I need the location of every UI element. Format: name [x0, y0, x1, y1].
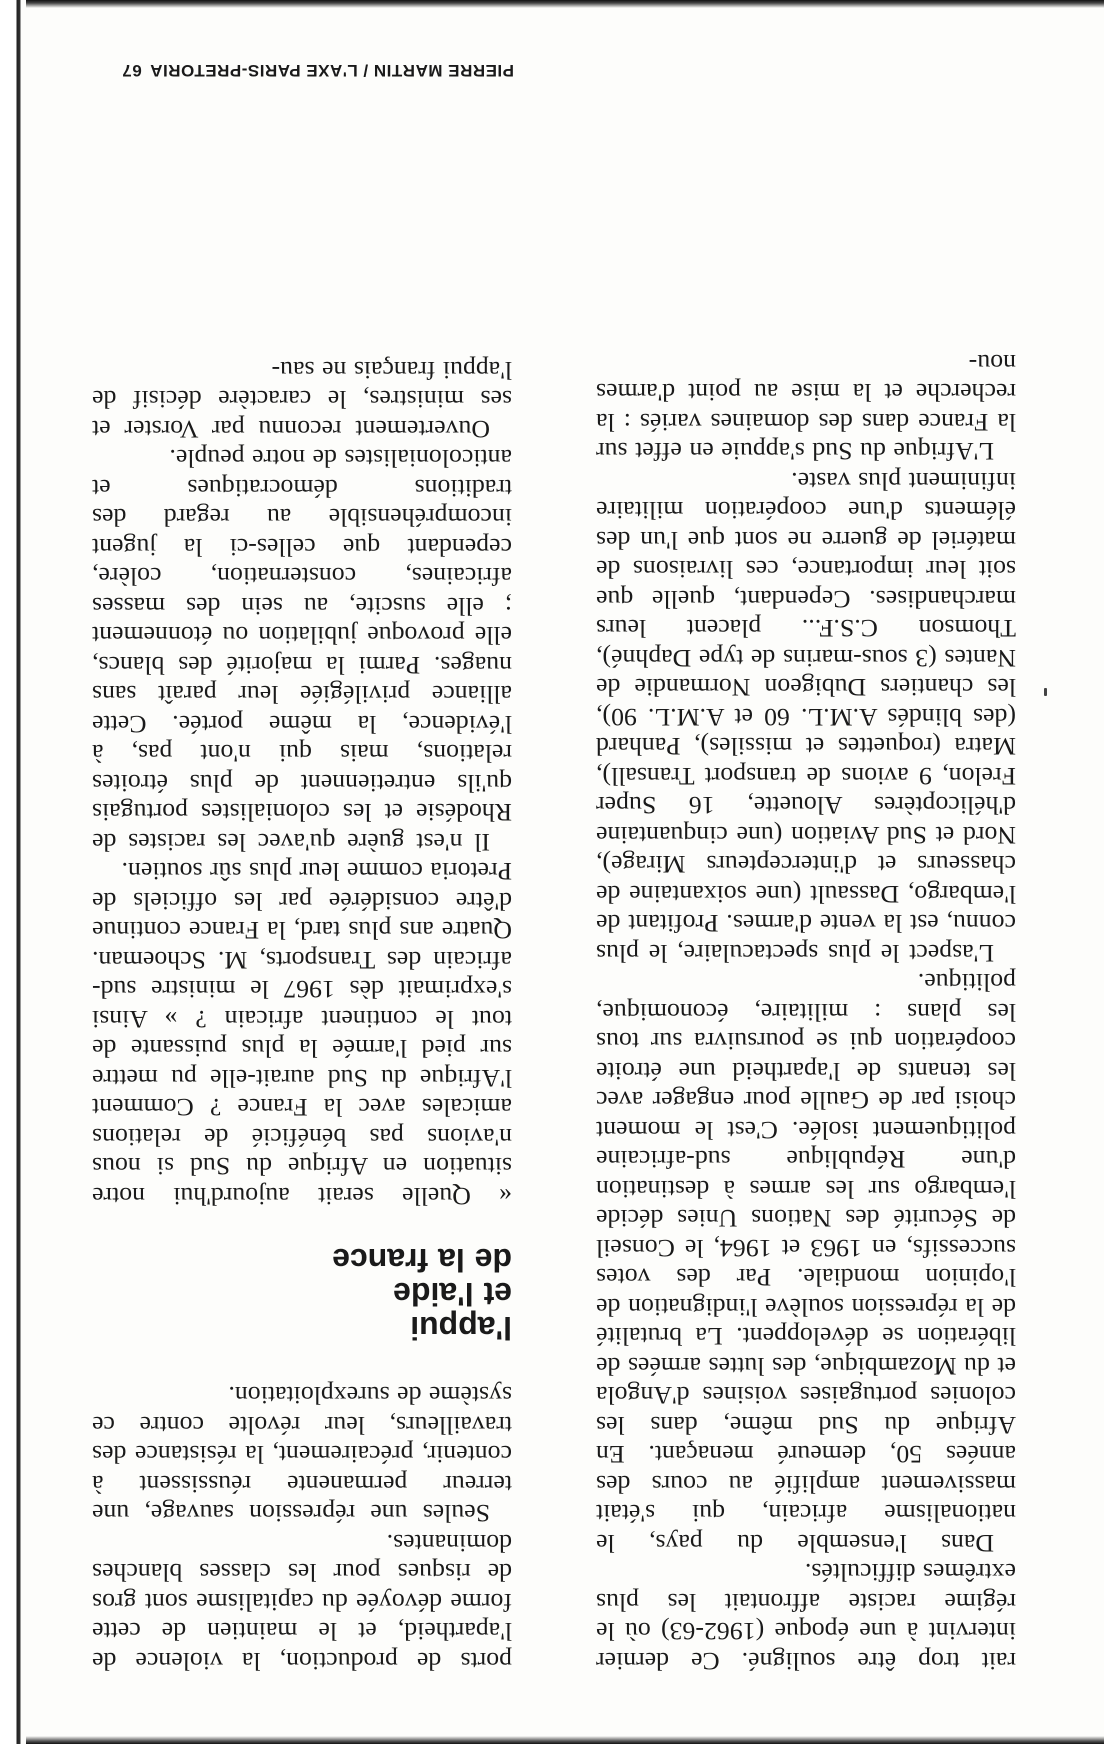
right-para-2: Dans l'ensemble du pays, le nationalisme africain, qui s'était massivement amplifié au cours des années 50, demeuré menaçant. En Afrique du Sud même, dans les colonies portugaises voisines d'Angola et du Mozambique, des luttes armées de libération se développent. La brutalité de la répression soulève l'indignation de l'opinion mondiale. Par des votes successifs, en 1963 et 1964, le Conseil de Sécurité des Nations Unies décide l'embargo sur les armes à destination d'une République sud-africaine politiquement isolée. C'est le moment choisi par de Gaulle pour engager avec les tenants de l'apartheid une étroite coopération qui se poursuivra sur tous les plans : militaire, économique, politique. — [596, 968, 1016, 1558]
subheading-line-2: et l'aide — [393, 1276, 512, 1312]
right-column — [596, 349, 1016, 1677]
section-subheading — [92, 1243, 512, 1345]
left-para-1: ports de production, la violence de l'apartheid, et le maintien de cette forme dévoyée du capitalisme sont gros de risques pour les classes blanches dominantes. — [92, 1529, 512, 1676]
page-number: 67 — [121, 61, 142, 80]
right-para-4: L'Afrique du Sud s'appuie en effet sur la France dans des domaines variés : la recherche et la mise au point d'armes nou- — [596, 349, 1016, 467]
left-column — [92, 356, 512, 1677]
subheading-line-3: de la france — [332, 1242, 512, 1278]
right-para-1: rait trop être souligné. Ce dernier intervint à une époque (1962-63) où le régime raciste affrontait les plus extrêmes difficultés. — [596, 1558, 1016, 1676]
left-para-3: « Quelle serait aujourd'hui notre situation en Afrique du Sud si nous n'avions pas bénéficié de relations amicales avec la France ? Comment l'Afrique du Sud aurait-elle pu mettre sur pied l'armée la plus puissante de tout le continent africain ? » Ainsi s'exprimait dès 1967 le ministre sud-africain des Transports, M. Schoeman. Quatre ans plus tard, la France continue d'être considérée par les officiels de Pretoria comme leur plus sûr soutien. — [92, 857, 512, 1211]
subheading-line-1: l'appui — [410, 1310, 512, 1346]
left-para-2: Seules une répression sauvage, une terreur permanente réussissent à contenir, précairement, la résistance des travailleurs, leur révolte contre ce système de surexploitation. — [92, 1381, 512, 1529]
left-para-5: Ouvertement reconnu par Vorster et ses ministres, le caractère décisif de l'appui français ne sau- — [92, 356, 512, 444]
right-para-3: L'aspect le plus spectaculaire, le plus connu, est la vente d'armes. Profitant de l'embargo, Dassault (une soixantaine de chasseurs et d'intercepteurs Mirage), Nord et Sud Aviation (une cinquantaine d'hélicoptères Alouette, 16 Super Frelon, 9 avions de transport Transall), Matra (roquettes et missiles), Panhard (des blindés A.M.L. 60 et A.M.L. 90), les chantiers Dubigeon Normandie de Nantes (3 sous-marins de type Daphné), Thomson C.S.F... placent leurs marchandises. Cependant, quelle que soit leur importance, ces livraisons de matériel de guerre ne sont que l'un des éléments d'une coopération militaire infiniment plus vaste. — [596, 467, 1016, 968]
running-head — [94, 60, 514, 80]
running-head-text: PIERRE MARTIN / L'AXE PARIS-PRETORIA — [149, 61, 514, 80]
left-para-4: Il n'est guère qu'avec les racistes de Rhodésie et les colonialistes portugais qu'ils entretiennent de plus étroites relations, mais qui n'ont pas, à l'évidence, la même portée. Cette alliance privilégiée leur paraît sans nuages. Parmi la majorité des blancs, elle provoque jubilation ou étonnement ; elle suscite, au sein des masses africaines, consternation, colère, cependant que celles-ci la jugent incompréhensible au regard des traditions démocratiques et anticolonialistes de notre peuple. — [92, 444, 512, 857]
